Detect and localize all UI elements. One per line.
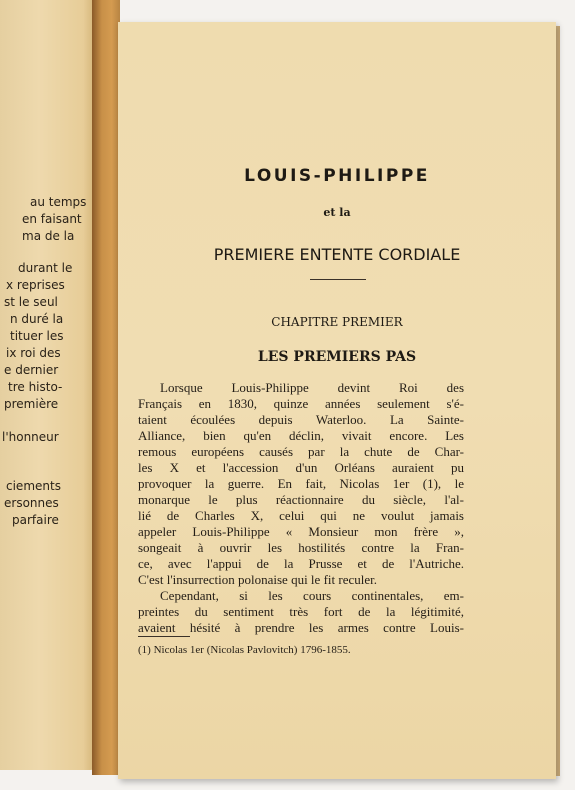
- left-page-line: ciements: [6, 479, 61, 493]
- left-page: [0, 0, 98, 770]
- body-line: preintes du sentiment très fort de la légitimité,: [138, 604, 464, 619]
- left-page-line: première: [4, 397, 59, 411]
- body-line: provoquer la guerre. En fait, Nicolas 1er (1), le: [138, 476, 464, 491]
- body-line: lié de Charles X, celui qui ne voulut jamais: [138, 508, 464, 523]
- title-connector: et la: [323, 206, 351, 219]
- left-page-line: ersonnes: [4, 496, 59, 510]
- body-line: C'est l'insurrection polonaise qui le fit reculer.: [138, 572, 377, 587]
- left-page-line: durant le: [18, 261, 73, 275]
- book-spine: [92, 0, 120, 775]
- left-page-line: n duré la: [10, 312, 64, 326]
- body-line: appeler Louis-Philippe « Monsieur mon frère »,: [138, 524, 464, 539]
- body-line: songeait à ouvrir les hostilités contre la Fran-: [138, 540, 464, 555]
- body-line: ce, avec l'appui de la Prusse et de l'Autriche.: [138, 556, 464, 571]
- right-page: [118, 22, 556, 779]
- title-divider: [310, 279, 366, 280]
- left-page-line: en faisant: [22, 212, 82, 226]
- footnote-divider: [138, 636, 190, 637]
- left-page-line: ix roi des: [6, 346, 61, 360]
- body-line: Alliance, bien qu'en déclin, vivait encore. Les: [138, 428, 464, 443]
- left-page-line: l'honneur: [2, 430, 59, 444]
- chapter-label: CHAPITRE PREMIER: [271, 315, 403, 329]
- left-page-line: tre histo-: [8, 380, 63, 394]
- left-page-line: parfaire: [12, 513, 59, 527]
- left-page-line: ma de la: [22, 229, 75, 243]
- body-line: Français en 1830, quinze années seulement s'é-: [138, 396, 464, 411]
- footnote: (1) Nicolas 1er (Nicolas Pavlovitch) 1796-1855.: [138, 644, 351, 656]
- left-page-line: e dernier: [4, 363, 59, 377]
- chapter-heading: LES PREMIERS PAS: [257, 349, 417, 365]
- body-line: monarque le plus réactionnaire du siècle, l'al-: [138, 492, 464, 507]
- left-page-line: tituer les: [10, 329, 64, 343]
- left-page-line: st le seul: [4, 295, 58, 309]
- book-title: LOUIS-PHILIPPE: [244, 166, 430, 186]
- left-page-line: au temps: [30, 195, 87, 209]
- body-line: Cependant, si les cours continentales, em-: [160, 588, 464, 603]
- body-line: taient écoulées depuis Waterloo. La Sainte-: [138, 412, 464, 427]
- body-line: avaient hésité à prendre les armes contre Louis-: [138, 620, 464, 635]
- body-line: Lorsque Louis-Philippe devint Roi des: [160, 380, 464, 395]
- body-line: les X et l'accession d'un Orléans auraient pu: [138, 460, 464, 475]
- left-page-line: x reprises: [6, 278, 65, 292]
- body-line: remous européens causés par la chute de Char-: [138, 444, 464, 459]
- book-subtitle: PREMIERE ENTENTE CORDIALE: [213, 245, 461, 264]
